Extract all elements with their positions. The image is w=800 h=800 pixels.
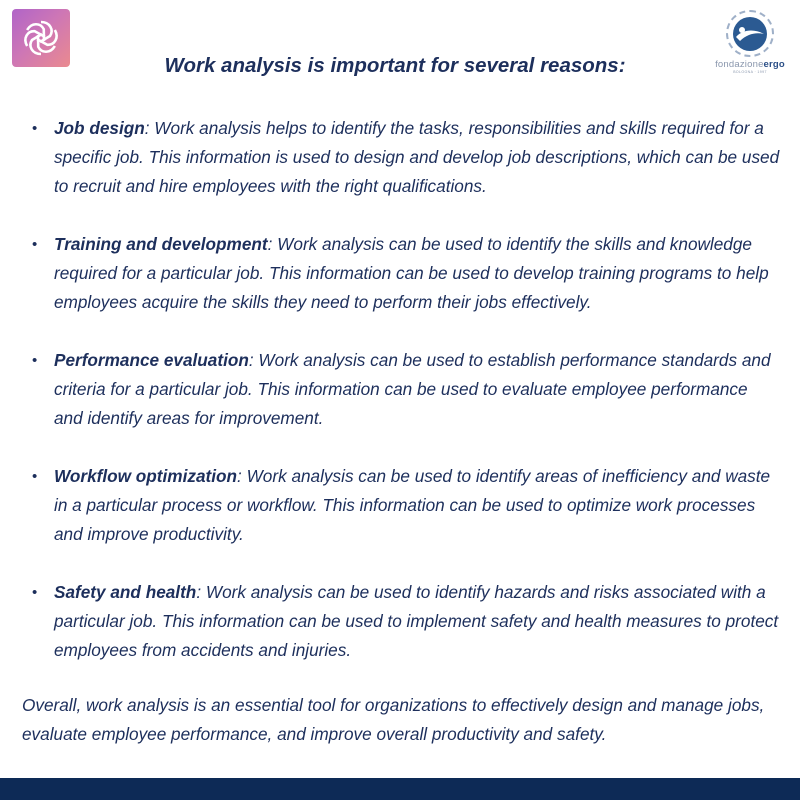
bullet-icon: • <box>32 352 38 369</box>
reason-text: : Work analysis helps to identify the tasks, responsibilities and skills required for a specific job. This information is used to design and develop job descriptions, which can be used to recruit and hire employees with the right qualifications. <box>54 118 780 196</box>
reason-text: : Work analysis can be used to identify hazards and risks associated with a particular job. This information can be used to implement safety and health measures to protect employees from accidents and injuries. <box>54 582 779 660</box>
reason-term: Job design <box>54 118 145 138</box>
brand-name: fondazioneergo <box>715 59 785 70</box>
page-title: Work analysis is important for several reasons: <box>164 54 626 77</box>
reason-term: Workflow optimization <box>54 466 238 486</box>
bullet-icon: • <box>32 468 38 485</box>
brand-tagline: BOLOGNA · 1997 <box>733 70 767 74</box>
list-item <box>28 346 780 433</box>
reason-text: : Work analysis can be used to establish performance standards and criteria for a particular job. This information can be used to evaluate employee performance and identify areas for improvement. <box>54 350 771 428</box>
reason-term: Safety and health <box>54 582 197 602</box>
reason-term: Training and development <box>54 234 268 254</box>
bullet-icon: • <box>32 584 38 601</box>
list-item <box>28 230 780 317</box>
reason-term: Performance evaluation <box>54 350 249 370</box>
reason-text: : Work analysis can be used to identify areas of inefficiency and waste in a particular process or workflow. This information can be used to optimize work processes and improve productivity. <box>54 466 771 544</box>
ergo-emblem <box>726 10 774 57</box>
list-item <box>28 578 780 665</box>
list-item <box>28 114 780 201</box>
footer-bar <box>0 778 800 800</box>
bullet-icon: • <box>32 120 38 137</box>
summary-paragraph: Overall, work analysis is an essential tool for organizations to effectively design and manage jobs, evaluate employee performance, and improve overall productivity and safety. <box>22 695 765 744</box>
list-item <box>28 462 780 549</box>
reason-text: : Work analysis can be used to identify the skills and knowledge required for a particular job. This information can be used to develop training programs to help employees acquire the skills they need to perform their jobs effectively. <box>54 234 769 312</box>
ergo-figure-icon <box>731 15 769 53</box>
reasons-list <box>28 114 780 694</box>
bullet-icon: • <box>32 236 38 253</box>
